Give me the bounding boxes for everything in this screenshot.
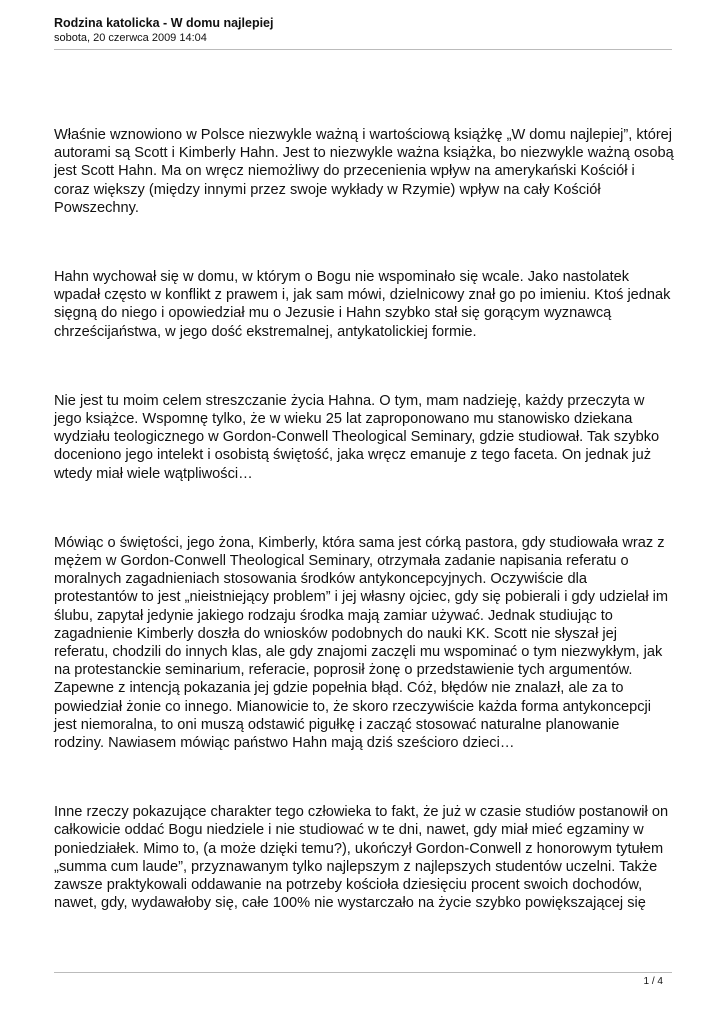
paragraph-5: Inne rzeczy pokazujące charakter tego człowieka to fakt, że już w czasie studiów postanowił on całkowicie oddać Bogu niedziele i nie studiować w te dni, nawet, gdy miał mieć egzaminy w poniedziałek. Mimo to, (a może dzięki temu?), ukończył Gordon-Conwell z honorowym tytułem „summa cum laude”, przyznawanym tylko najlepszym z najlepszych studentów uczelni. Także zawsze praktykowali oddawanie na potrzeby kościoła dziesięciu procent swoich dochodów, nawet, gdy, wydawałoby się, całe 100% nie wystarczało na życie szybko powiększającej się: [54, 804, 669, 912]
page-number: 1 / 4: [643, 976, 663, 987]
paragraph-3: Nie jest tu moim celem streszczanie życia Hahna. O tym, mam nadzieję, każdy przeczyta w jego książce. Wspomnę tylko, że w wieku 25 lat zaproponowano mu stanowisko dziekana wydziału teologicznego w Gordon-Conwell Theological Seminary, gdzie studiował. Tak szybko doceniono jego intelekt i osobistą świętość, jaka wręcz emanuje z tego faceta. On jednak już wtedy miał wiele wątpliwości…: [54, 392, 660, 482]
document-title: Rodzina katolicka - W domu najlepiej: [54, 16, 274, 30]
article-body: [54, 126, 674, 913]
document-header: [54, 15, 674, 45]
paragraph-4: Mówiąc o świętości, jego żona, Kimberly, która sama jest córką pastora, gdy studiowała wraz z mężem w Gordon-Conwell Theological Seminary, otrzymała zadanie napisania referatu o moralnych zagadnieniach stosowania środków antykoncepcyjnych. Oczywiście dla protestantów to jest „nieistniejący problem” i jej własny ojciec, gdy się pobierali i gdy udzielał im ślubu, zapytał jedynie jakiego rodzaju środka mają zamiar używać. Jednak studiując to zagadnienie Kimberly doszła do wniosków podobnych do nauki KK. Scott nie słyszał jej referatu, chodzili do innych klas, ale gdy znajomi zaczęli mu wspominać o tym niezwykłym, jak na protestanckie seminarium, referacie, poprosił żonę o przedstawienie tych argumentów. Zapewne z intencją pokazania jej gdzie popełnia błąd. Cóż, błędów nie znalazł, ale za to powiedział żonie co innego. Mianowicie to, że skoro rzeczywiście każda forma antykoncepcji jest niemoralna, to oni muszą odstawić pigułkę i zacząć stosować naturalne planowanie rodziny. Nawiasem mówiąc państwo Hahn mają dziś sześcioro dzieci…: [54, 534, 669, 752]
footer-divider: [54, 972, 672, 973]
paragraph-1: Właśnie wznowiono w Polsce niezwykle ważną i wartościową książkę „W domu najlepiej”, której autorami są Scott i Kimberly Hahn. Jest to niezwykle ważna książka, bo niezwykle ważną osobą jest Scott Hahn. Ma on wręcz niemożliwy do przecenienia wpływ na amerykański Kościół i coraz większy (między innymi przez swoje wykłady w Rzymie) wpływ na cały Kościół Powszechny.: [54, 127, 674, 216]
paragraph-2: Hahn wychował się w domu, w którym o Bogu nie wspominało się wcale. Jako nastolatek wpadał często w konflikt z prawem i, jak sam mówi, dzielnicowy znał go po imieniu. Ktoś jednak sięgną do niego i opowiedział mu o Jezusie i Hahn szybko stał się gorącym wyznawcą chrześcijaństwa, w jego dość ekstremalnej, antykatolickiej formie.: [54, 269, 671, 340]
document-date: sobota, 20 czerwca 2009 14:04: [54, 32, 207, 44]
header-divider: [54, 49, 672, 50]
